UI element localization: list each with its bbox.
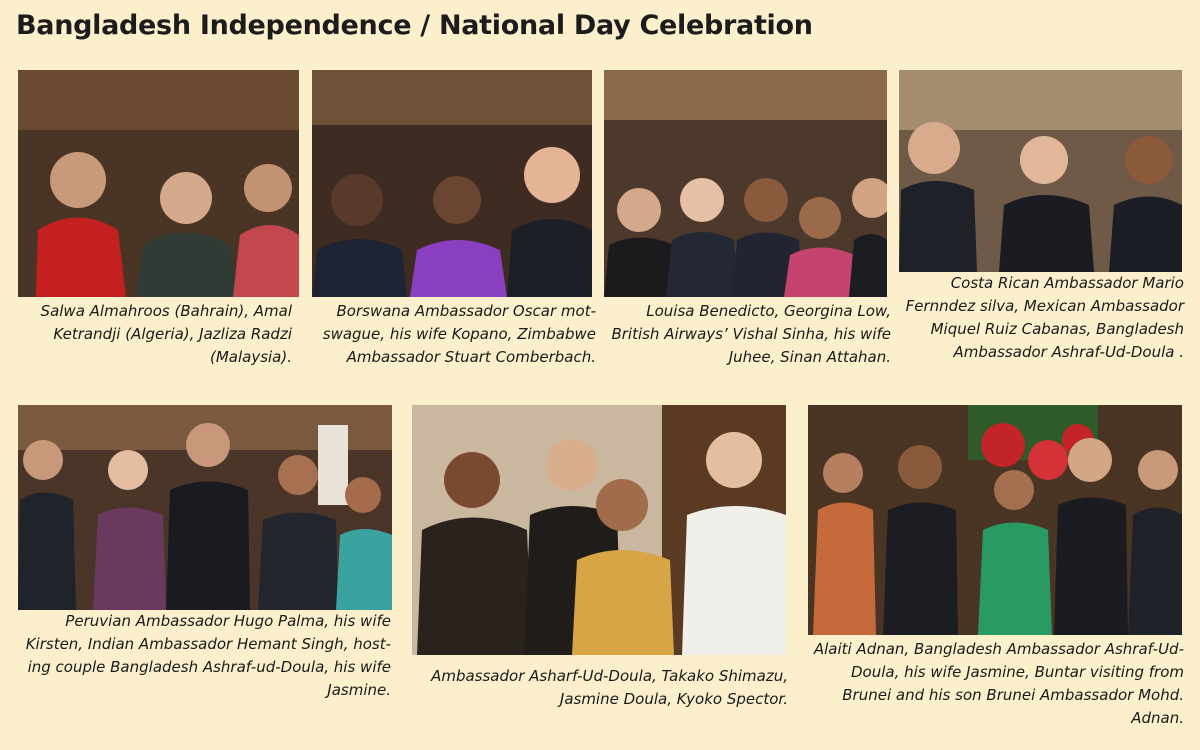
photo-1: [18, 70, 299, 297]
photo-4-caption: Costa Rican Ambassador Mario Fernndez silva, Mexican Ambassador Miquel Ruiz Cabanas, Bangladesh Ambassador Ashraf-Ud-Doula .: [905, 274, 1184, 361]
photo-2: [312, 70, 592, 297]
photo-6-caption: Ambassador Asharf-Ud-Doula, Takako Shimazu, Jasmine Doula, Kyoko Spector.: [431, 667, 788, 708]
page-title: Bangladesh Independence / National Day Celebration: [16, 10, 813, 41]
photo-5-caption: Peruvian Ambassador Hugo Palma, his wife Kirsten, Indian Ambassador Hemant Singh, host-ing couple Bangladesh Ashraf-ud-Doula, his wife Jasmine.: [25, 612, 391, 699]
photo-5: [18, 405, 392, 610]
photo-2-caption: Borswana Ambassador Oscar mot-swague, his wife Kopano, Zimbabwe Ambassador Stuart Comberbach.: [322, 302, 596, 366]
photo-7: [808, 405, 1182, 635]
photo-4: [899, 70, 1182, 272]
photo-3-caption: Louisa Benedicto, Georgina Low, British Airways’ Vishal Sinha, his wife Juhee, Sinan Attahan.: [611, 302, 891, 366]
photo-6: [412, 405, 786, 655]
photo-7-caption: Alaiti Adnan, Bangladesh Ambassador Ashraf-Ud-Doula, his wife Jasmine, Buntar visiting from Brunei and his son Brunei Ambassador Mohd. Adnan.: [813, 640, 1184, 727]
photo-1-caption: Salwa Almahroos (Bahrain), Amal Ketrandji (Algeria), Jazliza Radzi (Malaysia).: [40, 302, 292, 366]
photo-3: [604, 70, 887, 297]
